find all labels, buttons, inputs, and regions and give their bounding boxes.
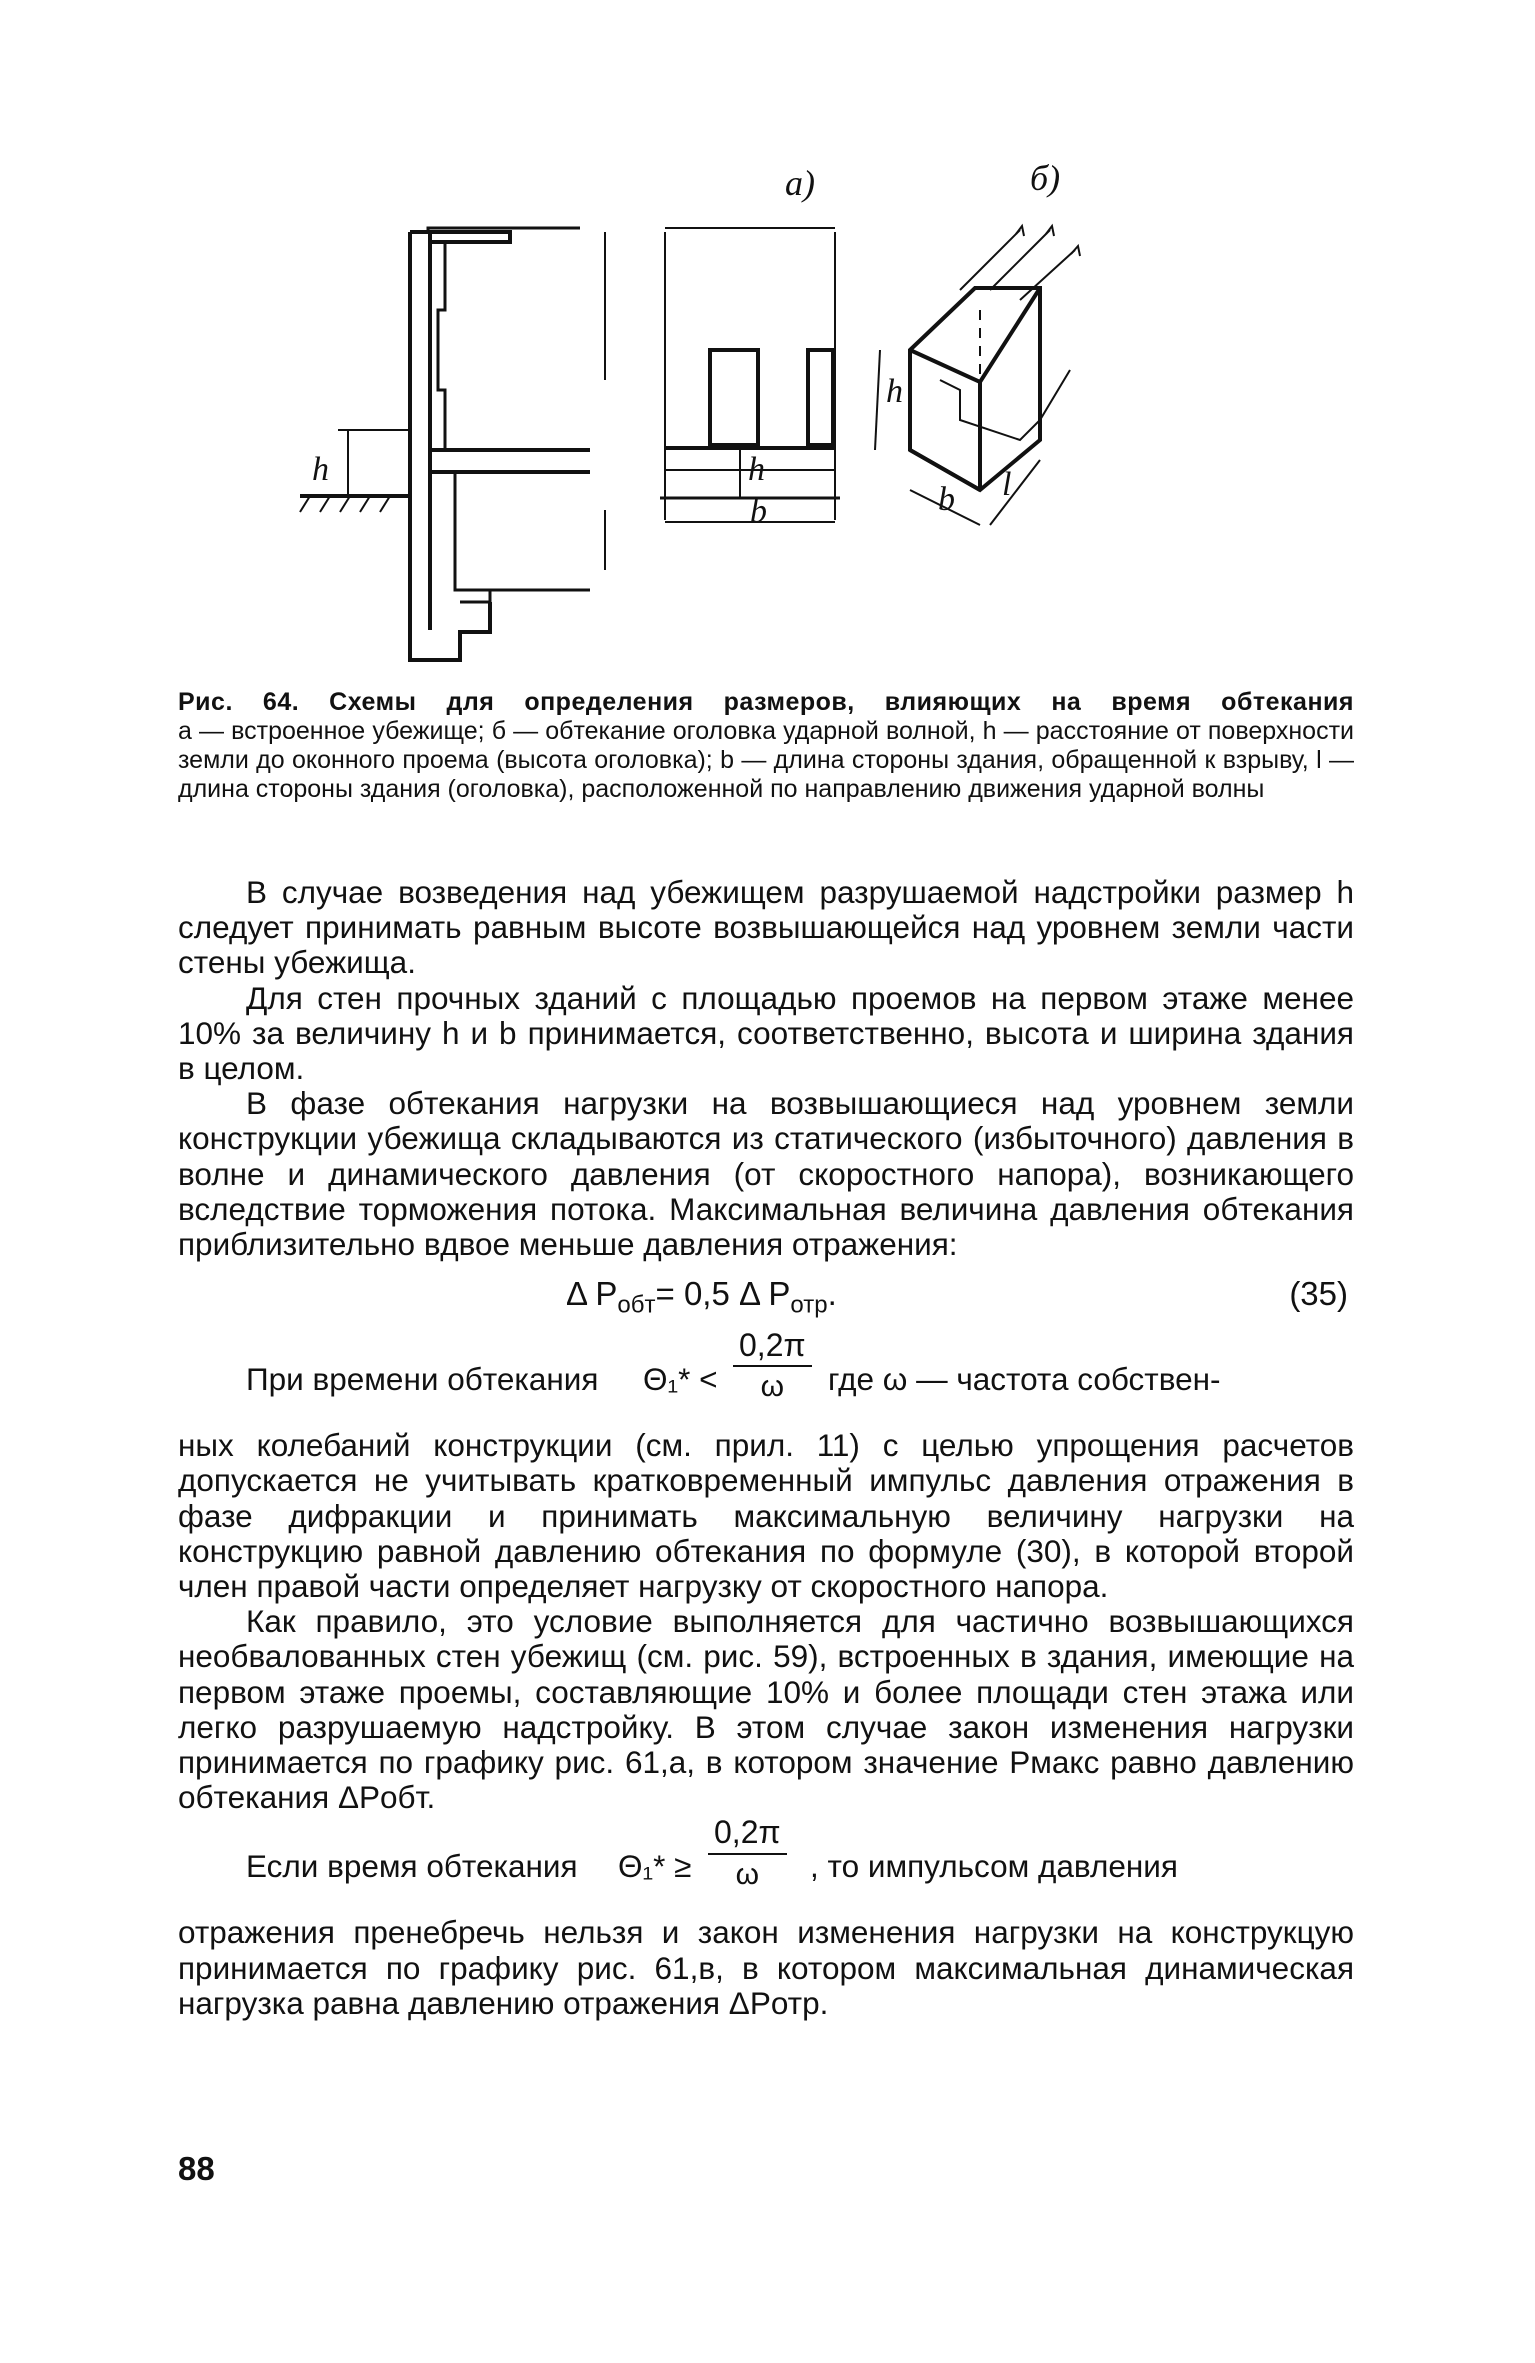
formula-35-number: (35) bbox=[1289, 1275, 1348, 1313]
page-number: 88 bbox=[178, 2150, 215, 2187]
p6-frac-den: ω bbox=[735, 1857, 759, 1891]
paragraph-4-head bbox=[178, 1328, 1354, 1428]
formula-35-mid: = 0,5 Δ P bbox=[655, 1275, 791, 1313]
dim-b-b: b bbox=[938, 481, 955, 518]
dim-h-a2: h bbox=[748, 451, 765, 488]
paragraph-2: Для стен прочных зданий с площадью проемов на первом этаже менее 10% за величину h и b принимается, соответственно, высота и ширина здания в целом. bbox=[178, 979, 1354, 1087]
p6-frac-num: 0,2π bbox=[708, 1815, 787, 1854]
formula-35-end: . bbox=[827, 1275, 837, 1313]
figure-caption bbox=[178, 688, 1354, 804]
formula-35-sub1: обт bbox=[617, 1291, 656, 1319]
p4-theta: Θ₁* < bbox=[643, 1361, 718, 1398]
p4-frac-den: ω bbox=[760, 1370, 784, 1404]
p6-fraction bbox=[708, 1815, 787, 1891]
paragraph-6-head bbox=[178, 1815, 1354, 1915]
caption-body: а — встроенное убежище; б — обтекание оголовка ударной волной, h — расстояние от поверхности земли до оконного проема (высота оголовка); b — длина стороны здания, обращенной к взрыву, l — длина стороны здания (оголовка), расположенной по направлению движения ударной волны bbox=[178, 717, 1354, 803]
diagram-b-block bbox=[875, 226, 1080, 525]
paragraph-1: В случае возведения над убежищем разрушаемой надстройки размер h следует принимать равным высоте возвышающейся над уровнем земли части стены убежища. bbox=[178, 874, 1354, 981]
dim-l-b: l bbox=[1002, 466, 1012, 503]
p6-theta: Θ₁* ≥ bbox=[618, 1848, 692, 1885]
p4-fraction bbox=[733, 1328, 812, 1404]
p6-start: Если время обтекания bbox=[246, 1848, 578, 1885]
paragraph-3: В фазе обтекания нагрузки на возвышающиеся над уровнем земли конструкции убежища складываются из статического (избыточного) давления в волне и динамического давления (от скоростного напора), возникающего вследствие торможения потока. Максимальная величина давления обтекания приблизительно вдвое меньше давления отражения: bbox=[178, 1085, 1354, 1263]
paragraph-6-cont: отражения пренебречь нельзя и закон изменения нагрузки на конструкцую принимается по графику рис. 61,в, в котором максимальная динамическая нагрузка равна давлению отражения ΔPотр. bbox=[178, 1914, 1354, 2021]
formula-35-expression bbox=[566, 1276, 837, 1323]
label-a: а) bbox=[785, 163, 815, 203]
p6-after: , то импульсом давления bbox=[810, 1848, 1178, 1885]
figure-64 bbox=[260, 150, 1300, 690]
figure-drawing bbox=[260, 150, 1300, 690]
diagram-a-section bbox=[290, 228, 605, 660]
paragraph-5: Как правило, это условие выполняется для частично возвышающихся необвалованных стен убежищ (см. рис. 59), встроенных в здания, имеющие на первом этаже проемы, составляющие 10% и более площади стен этажа или легко разрушаемую надстройку. В этом случае закон изменения нагрузки принимается по графику рис. 61,а, в котором значение Pмакс равно давлению обтекания ΔPобт. bbox=[178, 1603, 1354, 1816]
caption-title: Рис. 64. Схемы для определения размеров, влияющих на время обтекания bbox=[178, 688, 1354, 716]
formula-35-left: Δ P bbox=[566, 1275, 618, 1313]
dim-h-b: h bbox=[886, 373, 903, 410]
p4-start: При времени обтекания bbox=[246, 1361, 599, 1398]
dim-h-a1: h bbox=[312, 451, 329, 488]
p4-after: где ω — частота собствен- bbox=[828, 1361, 1221, 1398]
paragraph-4-cont: ных колебаний конструкции (см. прил. 11) с целью упрощения расчетов допускается не учитывать кратковременный импульс давления отражения в фазе дифракции и принимать максимальную величину нагрузки на конструкцию равной давлению обтекания по формуле (30), в которой второй член правой части определяет нагрузку от скоростного напора. bbox=[178, 1427, 1354, 1605]
formula-35 bbox=[178, 1270, 1354, 1326]
label-b: б) bbox=[1030, 158, 1061, 198]
p4-frac-num: 0,2π bbox=[733, 1328, 812, 1367]
dim-b-a: b bbox=[750, 493, 767, 530]
formula-35-sub2: отр bbox=[790, 1291, 828, 1319]
main-text bbox=[178, 875, 1354, 2021]
